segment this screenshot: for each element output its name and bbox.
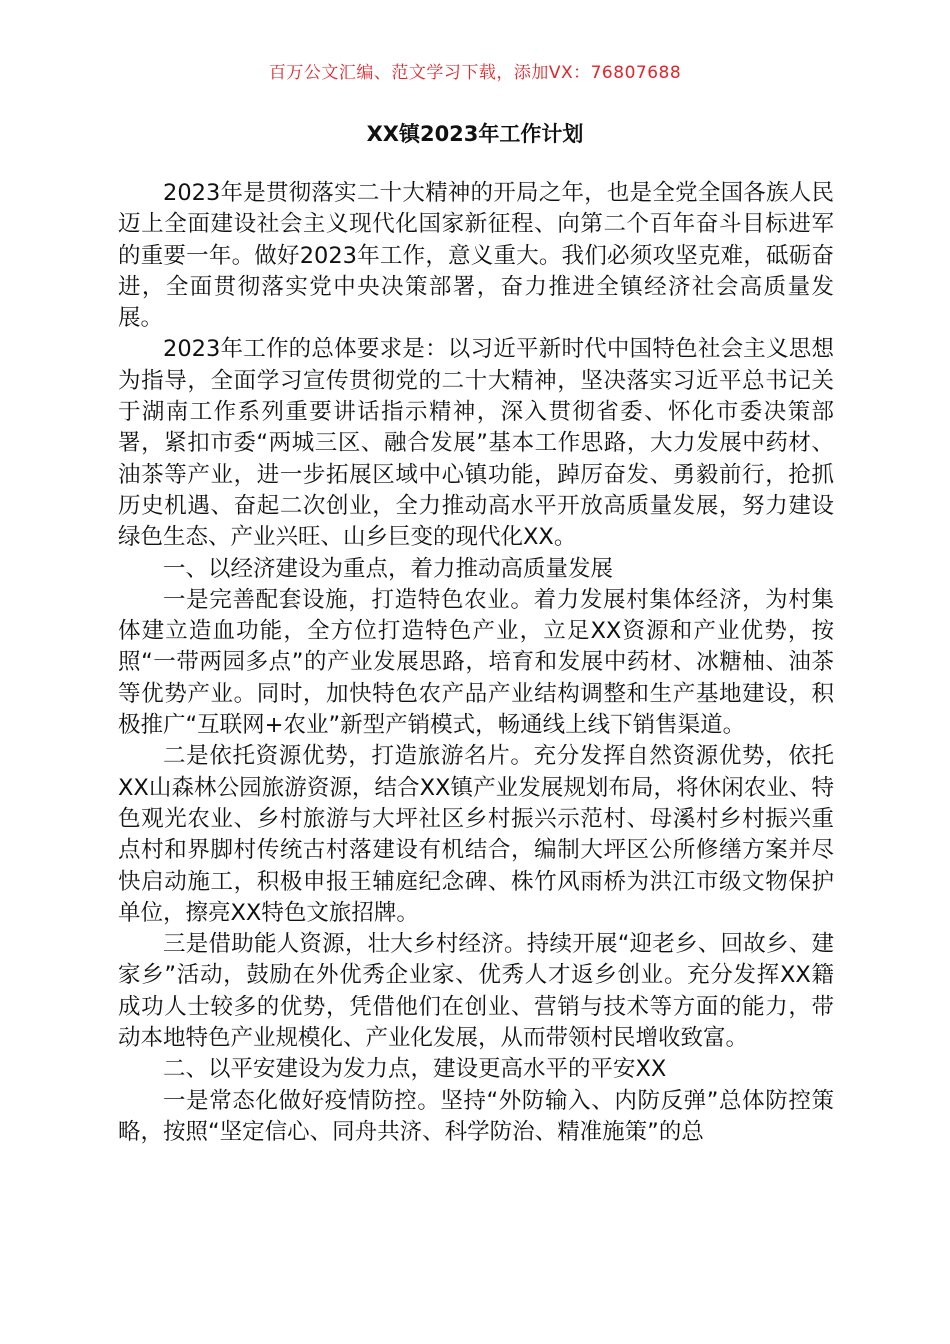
section-heading-safety: 二、以平安建设为发力点，建设更高水平的平安XX	[163, 1056, 667, 1083]
paragraph-agriculture: 一是完善配套设施，打造特色农业。着力发展村集体经济，为村集体建立造血功能，全方位打造特色产业，立足XX资源和产业优势，按照“一带两园多点”的产业发展思路，培育和发展中药材、冰糖柚、油茶等优势产业。同时，加快特色农产品产业结构调整和生产基地建设，积极推广“互联网+农业”新型产销模式，畅通线上线下销售渠道。	[118, 586, 834, 739]
section-heading-economy: 一、以经济建设为重点，着力推动高质量发展	[163, 555, 614, 582]
document-body	[118, 178, 834, 1148]
paragraph-intro: 2023年是贯彻落实二十大精神的开局之年，也是全党全国各族人民迈上全面建设社会主义现代化国家新征程、向第二个百年奋斗目标进军的重要一年。做好2023年工作，意义重大。我们必须攻坚克难，砥砺奋进，全面贯彻落实党中央决策部署，奋力推进全镇经济社会高质量发展。	[118, 180, 834, 332]
paragraph-epidemic: 一是常态化做好疫情防控。坚持“外防输入、内防反弹”总体防控策略，按照“坚定信心、同舟共济、科学防治、精准施策”的总	[118, 1087, 834, 1145]
document-title: XX镇2023年工作计划	[366, 122, 584, 146]
paragraph-general-requirements: 2023年工作的总体要求是：以习近平新时代中国特色社会主义思想为指导，全面学习宣传贯彻党的二十大精神，坚决落实习近平总书记关于湖南工作系列重要讲话指示精神，深入贯彻省委、怀化市委决策部署，紧扣市委“两城三区、融合发展”基本工作思路，大力发展中药材、油茶等产业，进一步拓展区域中心镇功能，踔厉奋发、勇毅前行，抢抓历史机遇、奋起二次创业，全力推动高水平开放高质量发展，努力建设绿色生态、产业兴旺、山乡巨变的现代化XX。	[118, 336, 834, 551]
header-watermark-note: 百万公文汇编、范文学习下载，添加VX：76807688	[268, 63, 682, 83]
paragraph-tourism: 二是依托资源优势，打造旅游名片。充分发挥自然资源优势，依托XX山森林公园旅游资源，结合XX镇产业发展规划布局，将休闲农业、特色观光农业、乡村旅游与大坪社区乡村振兴示范村、母溪村乡村振兴重点村和界脚村传统古村落建设有机结合，编制大坪区公所修缮方案并尽快启动施工，积极申报王辅庭纪念碑、株竹风雨桥为洪江市级文物保护单位，擦亮XX特色文旅招牌。	[118, 743, 834, 926]
paragraph-talent: 三是借助能人资源，壮大乡村经济。持续开展“迎老乡、回故乡、建家乡”活动，鼓励在外优秀企业家、优秀人才返乡创业。充分发挥XX籍成功人士较多的优势，凭借他们在创业、营销与技术等方面的能力，带动本地特色产业规模化、产业化发展，从而带领村民增收致富。	[118, 931, 834, 1052]
